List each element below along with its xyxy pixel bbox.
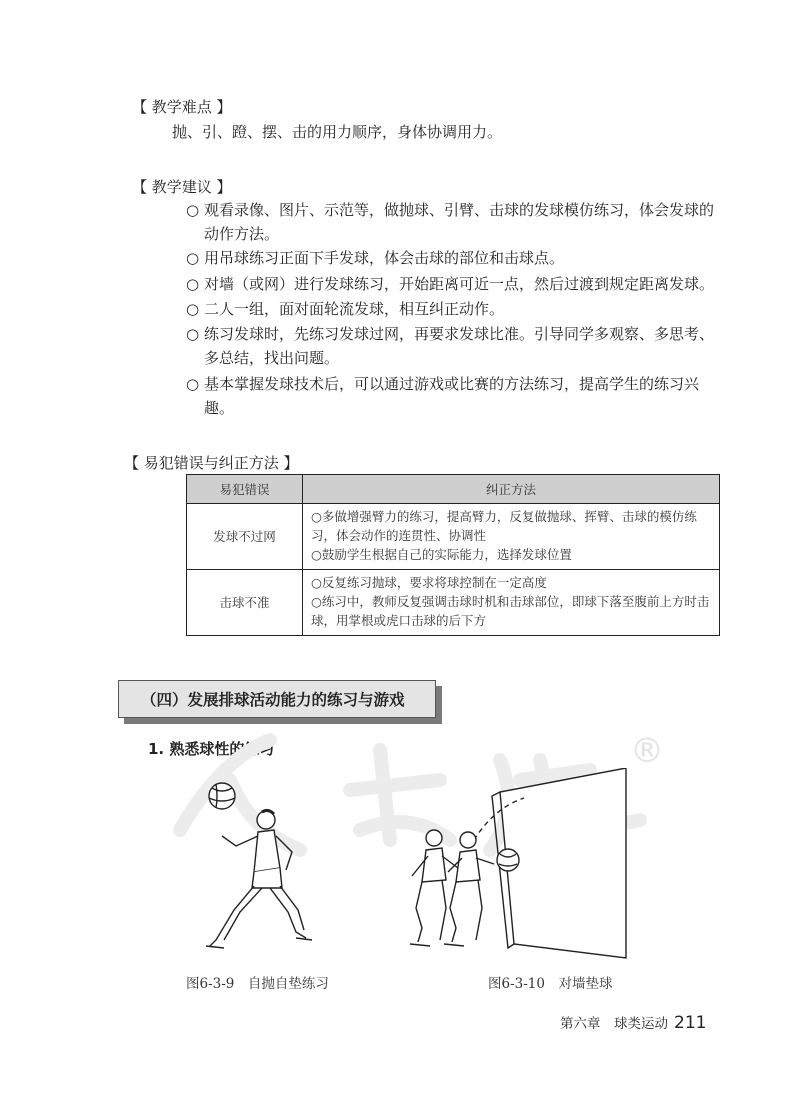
page-number: 211 [674,1013,707,1033]
self-toss-pass-figure-icon [196,780,336,964]
fix-cell [303,570,720,636]
bullet-mark: ○ [186,275,200,293]
registered-mark: ® [630,731,664,771]
suggestion-item [186,272,726,296]
difficulty-heading: 【 教学难点 】 [132,98,232,116]
fix-line: ○反复练习抛球，要求将球控制在一定高度 [311,575,547,590]
suggestion-text: 二人一组，面对面轮流发球，相互纠正动作。 [204,300,505,318]
subsection-title: 1. 熟悉球性的练习 [148,740,275,758]
table-row [187,570,720,636]
wall-pass-figure-icon [404,768,644,972]
fix-cell [303,504,720,570]
suggestion-text: 基本掌握发球技术后，可以通过游戏或比赛的方法练习，提高学生的练习兴趣。 [204,375,700,417]
suggestion-item [186,198,726,246]
section-title-box [118,680,436,718]
figure-caption: 图6-3-9 自抛自垫练习 [186,976,329,992]
suggestion-text: 练习发球时，先练习发球过网，再要求发球比准。引导同学多观察、多思考、多总结，找出问题。 [204,325,715,367]
table-row [187,504,720,570]
suggestion-item [186,322,726,370]
section-title: （四）发展排球活动能力的练习与游戏 [141,691,405,709]
errors-heading: 【 易犯错误与纠正方法 】 [124,454,299,472]
suggestion-item [186,246,726,270]
error-cell: 发球不过网 [187,504,303,570]
error-cell: 击球不准 [187,570,303,636]
bullet-mark: ○ [186,249,200,267]
bullet-mark: ○ [186,375,200,393]
suggestion-text: 观看录像、图片、示范等，做抛球、引臂、击球的发球模仿练习，体会发球的动作方法。 [204,201,715,243]
suggestion-item [186,297,726,321]
fix-line: ○练习中，教师反复强调击球时机和击球部位，即球下落至腹前上方时击球，用掌根或虎口击球的后下方 [311,594,710,628]
column-header-fix: 纠正方法 [303,475,720,504]
fix-line: ○鼓励学生根据自己的实际能力，选择发球位置 [311,547,572,562]
table-header-row [187,475,720,504]
suggestions-heading: 【 教学建议 】 [132,178,232,196]
chapter-title: 第六章 球类运动 [560,1016,668,1032]
suggestion-item [186,372,726,420]
column-header-error: 易犯错误 [187,475,303,504]
page-footer [560,1012,706,1033]
suggestion-text: 对墙（或网）进行发球练习，开始距离可近一点，然后过渡到规定距离发球。 [204,275,715,293]
fix-line: ○多做增强臂力的练习，提高臂力，反复做抛球、挥臂、击球的模仿练习，体会动作的连贯性、协调性 [311,509,697,543]
errors-table [186,474,720,636]
bullet-mark: ○ [186,300,200,318]
bullet-mark: ○ [186,325,200,343]
difficulty-text: 抛、引、蹬、摆、击的用力顺序，身体协调用力。 [172,123,503,141]
figure-caption: 图6-3-10 对墙垫球 [488,976,613,992]
bullet-mark: ○ [186,201,200,219]
suggestion-text: 用吊球练习正面下手发球，体会击球的部位和击球点。 [204,249,565,267]
